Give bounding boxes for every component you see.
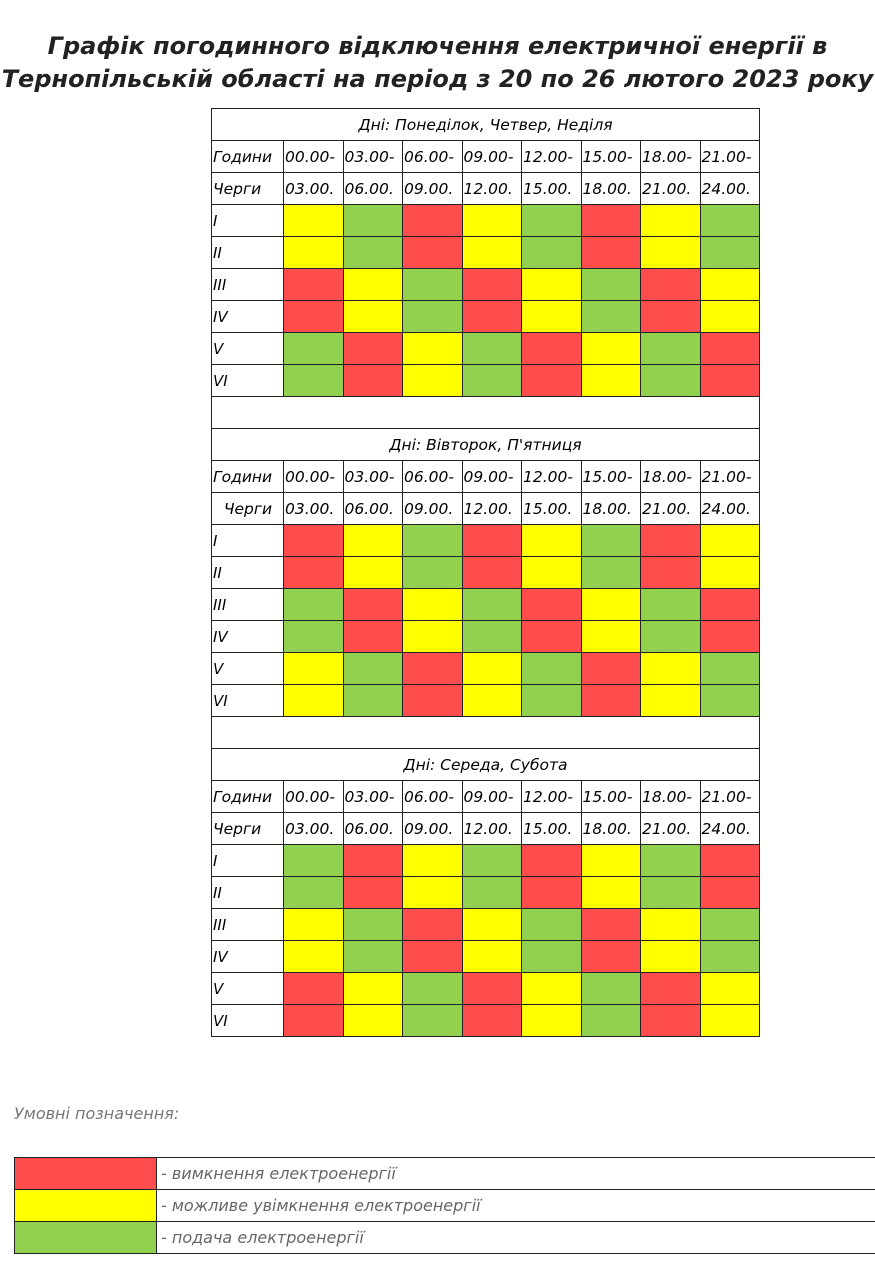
status-cell [403, 557, 463, 589]
status-cell [700, 301, 760, 333]
status-cell [343, 973, 403, 1005]
queue-row [212, 685, 760, 717]
status-cell [641, 557, 701, 589]
queue-row [212, 269, 760, 301]
page-title [0, 30, 875, 96]
status-cell [700, 589, 760, 621]
queue-name: III [212, 589, 284, 621]
queue-name: II [212, 557, 284, 589]
status-cell [343, 845, 403, 877]
hour-end: 24.00. [700, 173, 760, 205]
queues-header-row [212, 173, 760, 205]
hour-start: 00.00- [284, 141, 344, 173]
queue-name: IV [212, 301, 284, 333]
hours-row [212, 781, 760, 813]
status-cell [343, 941, 403, 973]
status-cell [700, 621, 760, 653]
hour-start: 03.00- [343, 141, 403, 173]
status-cell [462, 877, 522, 909]
status-cell [343, 621, 403, 653]
hours-label: Години [212, 781, 284, 813]
status-cell [581, 237, 641, 269]
hour-end: 21.00. [641, 493, 701, 525]
hour-start: 06.00- [403, 141, 463, 173]
hour-start: 15.00- [581, 781, 641, 813]
queue-row [212, 877, 760, 909]
status-cell [522, 269, 582, 301]
queues-header-row [212, 813, 760, 845]
status-cell [343, 909, 403, 941]
status-cell [522, 1005, 582, 1037]
status-cell [403, 589, 463, 621]
status-cell [403, 941, 463, 973]
status-cell [403, 909, 463, 941]
status-cell [700, 525, 760, 557]
hour-end: 03.00. [284, 493, 344, 525]
queue-name: III [212, 909, 284, 941]
legend-text: - подача електроенергії [157, 1222, 875, 1254]
hour-start: 21.00- [700, 781, 760, 813]
status-cell [641, 301, 701, 333]
status-cell [284, 1005, 344, 1037]
hour-start: 18.00- [641, 461, 701, 493]
hour-start: 09.00- [462, 781, 522, 813]
queue-name: IV [212, 621, 284, 653]
status-cell [641, 525, 701, 557]
status-cell [522, 941, 582, 973]
status-cell [403, 525, 463, 557]
queue-name: V [212, 653, 284, 685]
status-cell [284, 621, 344, 653]
status-cell [581, 525, 641, 557]
hour-start: 12.00- [522, 461, 582, 493]
days-row [212, 429, 760, 461]
legend-title: Умовні позначення: [14, 1104, 180, 1123]
hour-start: 00.00- [284, 461, 344, 493]
status-cell [581, 365, 641, 397]
status-cell [343, 269, 403, 301]
queue-row [212, 205, 760, 237]
schedule-table [211, 108, 760, 1037]
status-cell [581, 909, 641, 941]
status-cell [462, 589, 522, 621]
status-cell [403, 237, 463, 269]
queue-row [212, 621, 760, 653]
status-cell [284, 301, 344, 333]
hour-end: 06.00. [343, 813, 403, 845]
queue-name: II [212, 237, 284, 269]
queue-row [212, 333, 760, 365]
status-cell [343, 653, 403, 685]
queue-name: I [212, 845, 284, 877]
status-cell [581, 877, 641, 909]
queue-name: I [212, 525, 284, 557]
title-line2 [0, 63, 875, 96]
status-cell [403, 877, 463, 909]
hour-start: 00.00- [284, 781, 344, 813]
hour-end: 03.00. [284, 813, 344, 845]
hour-start: 12.00- [522, 141, 582, 173]
status-cell [641, 1005, 701, 1037]
status-cell [700, 877, 760, 909]
queue-row [212, 365, 760, 397]
status-cell [284, 365, 344, 397]
status-cell [403, 333, 463, 365]
spacer-cell [212, 397, 760, 429]
status-cell [581, 333, 641, 365]
status-cell [522, 973, 582, 1005]
hour-start: 18.00- [641, 141, 701, 173]
hour-end: 03.00. [284, 173, 344, 205]
status-cell [343, 589, 403, 621]
status-cell [641, 237, 701, 269]
queue-row [212, 909, 760, 941]
status-cell [581, 941, 641, 973]
hour-end: 12.00. [462, 173, 522, 205]
legend-row [15, 1222, 875, 1254]
status-cell [522, 621, 582, 653]
hour-start: 15.00- [581, 461, 641, 493]
status-cell [462, 653, 522, 685]
queue-name: VI [212, 1005, 284, 1037]
queue-row [212, 845, 760, 877]
status-cell [284, 653, 344, 685]
status-cell [641, 333, 701, 365]
legend-swatch [15, 1158, 157, 1190]
status-cell [581, 269, 641, 301]
hour-end: 21.00. [641, 813, 701, 845]
queue-name: VI [212, 365, 284, 397]
status-cell [462, 237, 522, 269]
queue-row [212, 1005, 760, 1037]
status-cell [700, 205, 760, 237]
status-cell [284, 525, 344, 557]
status-cell [581, 845, 641, 877]
legend-table [14, 1157, 875, 1254]
hour-start: 06.00- [403, 461, 463, 493]
status-cell [343, 365, 403, 397]
status-cell [700, 845, 760, 877]
status-cell [522, 365, 582, 397]
status-cell [284, 269, 344, 301]
hour-start: 21.00- [700, 141, 760, 173]
hours-row [212, 461, 760, 493]
days-label: Дні: Вівторок, П'ятниця [212, 429, 760, 461]
queue-name: II [212, 877, 284, 909]
days-row [212, 749, 760, 781]
status-cell [522, 845, 582, 877]
hour-end: 18.00. [581, 173, 641, 205]
status-cell [284, 557, 344, 589]
hour-end: 21.00. [641, 173, 701, 205]
status-cell [641, 685, 701, 717]
status-cell [641, 845, 701, 877]
status-cell [462, 205, 522, 237]
status-cell [581, 1005, 641, 1037]
status-cell [522, 333, 582, 365]
status-cell [700, 269, 760, 301]
status-cell [403, 685, 463, 717]
status-cell [700, 653, 760, 685]
status-cell [403, 845, 463, 877]
status-cell [522, 909, 582, 941]
hours-row [212, 141, 760, 173]
days-label: Дні: Середа, Субота [212, 749, 760, 781]
hour-end: 15.00. [522, 813, 582, 845]
status-cell [343, 237, 403, 269]
hour-end: 12.00. [462, 493, 522, 525]
status-cell [462, 525, 522, 557]
queue-name: IV [212, 941, 284, 973]
status-cell [522, 685, 582, 717]
status-cell [462, 301, 522, 333]
queue-row [212, 301, 760, 333]
queues-header-row [212, 493, 760, 525]
status-cell [343, 1005, 403, 1037]
queue-row [212, 941, 760, 973]
status-cell [581, 589, 641, 621]
hour-start: 12.00- [522, 781, 582, 813]
status-cell [343, 877, 403, 909]
status-cell [581, 685, 641, 717]
queue-row [212, 653, 760, 685]
spacer-row [212, 397, 760, 429]
status-cell [522, 877, 582, 909]
hour-end: 06.00. [343, 173, 403, 205]
hour-end: 09.00. [403, 173, 463, 205]
status-cell [700, 973, 760, 1005]
queue-row [212, 237, 760, 269]
status-cell [522, 653, 582, 685]
status-cell [522, 205, 582, 237]
status-cell [284, 685, 344, 717]
status-cell [700, 685, 760, 717]
status-cell [284, 589, 344, 621]
queues-label: Черги [212, 813, 284, 845]
queue-name: III [212, 269, 284, 301]
status-cell [700, 365, 760, 397]
status-cell [462, 909, 522, 941]
hour-end: 15.00. [522, 173, 582, 205]
hour-end: 09.00. [403, 813, 463, 845]
status-cell [403, 301, 463, 333]
days-row [212, 109, 760, 141]
status-cell [284, 973, 344, 1005]
status-cell [284, 205, 344, 237]
hour-end: 12.00. [462, 813, 522, 845]
legend-row [15, 1190, 875, 1222]
status-cell [462, 557, 522, 589]
status-cell [522, 301, 582, 333]
status-cell [403, 1005, 463, 1037]
status-cell [641, 909, 701, 941]
status-cell [522, 589, 582, 621]
status-cell [284, 333, 344, 365]
status-cell [581, 557, 641, 589]
status-cell [641, 269, 701, 301]
queue-row [212, 589, 760, 621]
status-cell [462, 333, 522, 365]
status-cell [343, 557, 403, 589]
hour-start: 06.00- [403, 781, 463, 813]
status-cell [700, 909, 760, 941]
legend-text: - можливе увімкнення електроенергії [157, 1190, 875, 1222]
days-label: Дні: Понеділок, Четвер, Неділя [212, 109, 760, 141]
status-cell [700, 333, 760, 365]
status-cell [343, 685, 403, 717]
hours-label: Години [212, 141, 284, 173]
queue-name: V [212, 973, 284, 1005]
status-cell [284, 909, 344, 941]
hour-end: 18.00. [581, 813, 641, 845]
queues-label: Черги [212, 173, 284, 205]
status-cell [641, 365, 701, 397]
status-cell [462, 845, 522, 877]
hour-start: 03.00- [343, 461, 403, 493]
hour-end: 24.00. [700, 493, 760, 525]
legend-text: - вимкнення електроенергії [157, 1158, 875, 1190]
hour-start: 15.00- [581, 141, 641, 173]
status-cell [581, 653, 641, 685]
status-cell [403, 973, 463, 1005]
queue-name: I [212, 205, 284, 237]
status-cell [403, 621, 463, 653]
status-cell [403, 205, 463, 237]
hour-start: 09.00- [462, 461, 522, 493]
status-cell [284, 877, 344, 909]
status-cell [581, 301, 641, 333]
status-cell [462, 1005, 522, 1037]
status-cell [522, 525, 582, 557]
status-cell [284, 845, 344, 877]
status-cell [462, 621, 522, 653]
status-cell [700, 1005, 760, 1037]
status-cell [641, 205, 701, 237]
status-cell [522, 557, 582, 589]
hour-start: 21.00- [700, 461, 760, 493]
status-cell [581, 621, 641, 653]
status-cell [403, 365, 463, 397]
legend-swatch [15, 1222, 157, 1254]
hour-end: 06.00. [343, 493, 403, 525]
queue-name: VI [212, 685, 284, 717]
hour-start: 09.00- [462, 141, 522, 173]
status-cell [581, 205, 641, 237]
status-cell [403, 269, 463, 301]
hour-end: 15.00. [522, 493, 582, 525]
status-cell [641, 973, 701, 1005]
status-cell [343, 205, 403, 237]
status-cell [522, 237, 582, 269]
status-cell [403, 653, 463, 685]
spacer-cell [212, 717, 760, 749]
status-cell [462, 365, 522, 397]
hour-end: 18.00. [581, 493, 641, 525]
status-cell [343, 525, 403, 557]
queue-row [212, 557, 760, 589]
status-cell [641, 621, 701, 653]
status-cell [641, 941, 701, 973]
spacer-row [212, 717, 760, 749]
status-cell [700, 557, 760, 589]
status-cell [284, 941, 344, 973]
status-cell [581, 973, 641, 1005]
title-line2-prefix: Тернопільській області на період [1, 65, 477, 93]
status-cell [284, 237, 344, 269]
legend-row [15, 1158, 875, 1190]
status-cell [641, 589, 701, 621]
queue-name: V [212, 333, 284, 365]
hour-end: 09.00. [403, 493, 463, 525]
status-cell [343, 333, 403, 365]
status-cell [641, 877, 701, 909]
status-cell [462, 941, 522, 973]
status-cell [700, 941, 760, 973]
status-cell [462, 269, 522, 301]
legend-swatch [15, 1190, 157, 1222]
status-cell [641, 653, 701, 685]
hour-start: 03.00- [343, 781, 403, 813]
queues-label: Черги [212, 493, 284, 525]
hour-end: 24.00. [700, 813, 760, 845]
status-cell [462, 685, 522, 717]
hour-start: 18.00- [641, 781, 701, 813]
hours-label: Години [212, 461, 284, 493]
status-cell [700, 237, 760, 269]
title-period: з 20 по 26 лютого 2023 року [476, 65, 874, 93]
queue-row [212, 525, 760, 557]
title-line1: Графік погодинного відключення електричної енергії в [47, 32, 828, 60]
status-cell [343, 301, 403, 333]
queue-row [212, 973, 760, 1005]
status-cell [462, 973, 522, 1005]
